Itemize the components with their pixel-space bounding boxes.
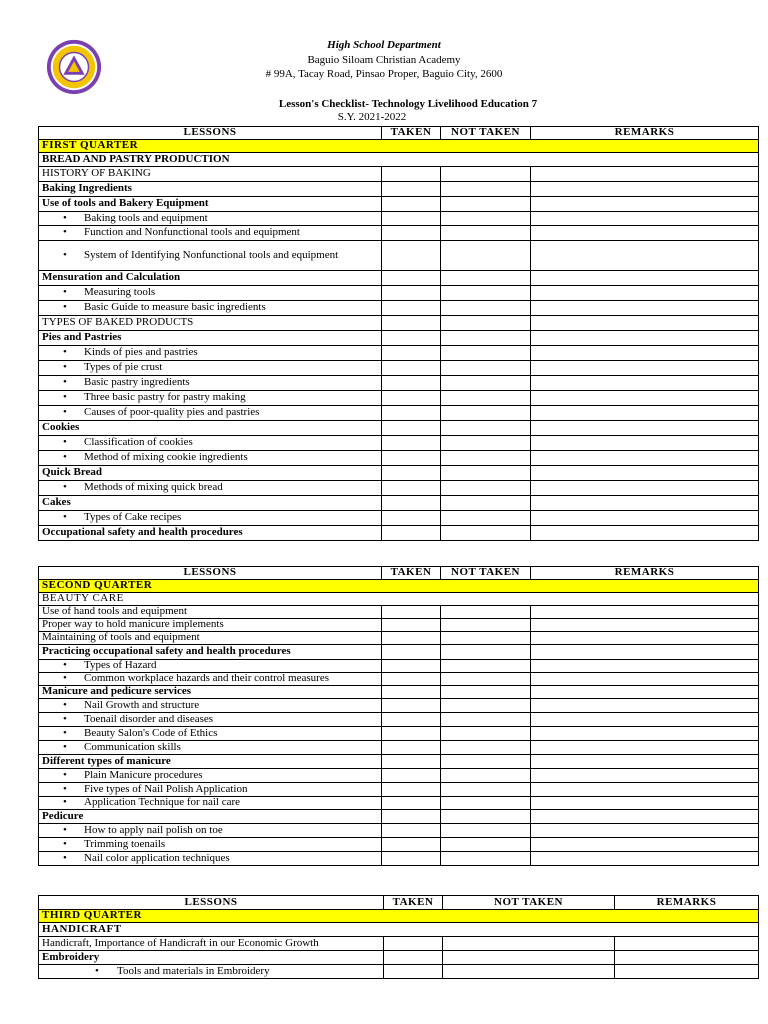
lesson-cell: Handicraft, Importance of Handicraft in our Economic Growth <box>39 937 384 951</box>
table-row <box>39 346 759 361</box>
lesson-cell: Use of tools and Bakery Equipment <box>39 197 382 212</box>
not-taken-cell[interactable] <box>441 197 531 212</box>
table-row <box>39 699 759 713</box>
not-taken-cell[interactable] <box>441 481 531 496</box>
remarks-cell[interactable] <box>531 713 759 727</box>
not-taken-cell[interactable] <box>441 699 531 713</box>
taken-cell[interactable] <box>382 421 441 436</box>
table-row <box>39 797 759 810</box>
not-taken-cell[interactable] <box>441 496 531 511</box>
not-taken-cell[interactable] <box>441 511 531 526</box>
not-taken-cell[interactable] <box>441 783 531 797</box>
remarks-cell[interactable] <box>531 271 759 286</box>
lesson-cell: Pedicure <box>39 810 382 824</box>
taken-cell[interactable] <box>382 182 441 197</box>
bullet-lesson-item: • Types of pie crust <box>39 361 382 376</box>
not-taken-cell[interactable] <box>441 286 531 301</box>
remarks-cell[interactable] <box>531 182 759 197</box>
subject-label: BREAD AND PASTRY PRODUCTION <box>39 153 759 167</box>
remarks-cell[interactable] <box>531 511 759 526</box>
not-taken-cell[interactable] <box>441 645 531 660</box>
table-row <box>39 481 759 496</box>
table-row <box>39 271 759 286</box>
not-taken-cell[interactable] <box>441 673 531 686</box>
not-taken-cell[interactable] <box>441 331 531 346</box>
bullet-lesson-item: • Methods of mixing quick bread <box>39 481 382 496</box>
school-name: Baguio Siloam Christian Academy <box>307 54 461 66</box>
taken-cell[interactable] <box>382 673 441 686</box>
table-row <box>39 619 759 632</box>
bullet-lesson-item: • Types of Hazard <box>39 660 382 673</box>
taken-header: TAKEN <box>382 127 441 140</box>
taken-cell[interactable] <box>382 838 441 852</box>
quarter-label: SECOND QUARTER <box>39 580 759 593</box>
remarks-cell[interactable] <box>531 167 759 182</box>
remarks-cell[interactable] <box>531 755 759 769</box>
taken-cell[interactable] <box>382 286 441 301</box>
not-taken-cell[interactable] <box>441 316 531 331</box>
bullet-lesson-item: • Communication skills <box>39 741 382 755</box>
bullet-lesson-item: • Application Technique for nail care <box>39 797 382 810</box>
table-row <box>39 376 759 391</box>
quarter-label: THIRD QUARTER <box>39 910 759 923</box>
taken-cell[interactable] <box>382 713 441 727</box>
department-title: High School Department <box>327 39 441 51</box>
remarks-cell[interactable] <box>531 645 759 660</box>
taken-cell[interactable] <box>382 212 441 226</box>
not-taken-cell[interactable] <box>441 606 531 619</box>
taken-cell[interactable] <box>382 686 441 699</box>
bullet-lesson-item: • Toenail disorder and diseases <box>39 713 382 727</box>
lesson-cell: Mensuration and Calculation <box>39 271 382 286</box>
table-row <box>39 741 759 755</box>
remarks-cell[interactable] <box>531 481 759 496</box>
subject-label: HANDICRAFT <box>39 923 759 937</box>
bullet-lesson-item: • Nail color application techniques <box>39 852 382 866</box>
not-taken-cell[interactable] <box>441 852 531 866</box>
table-row <box>39 713 759 727</box>
lesson-cell: Different types of manicure <box>39 755 382 769</box>
table-row <box>39 316 759 331</box>
table-row <box>39 361 759 376</box>
lesson-cell: Pies and Pastries <box>39 331 382 346</box>
taken-cell[interactable] <box>384 937 443 951</box>
not-taken-cell[interactable] <box>441 376 531 391</box>
taken-cell[interactable] <box>382 606 441 619</box>
taken-cell[interactable] <box>384 951 443 965</box>
table-row <box>39 727 759 741</box>
table-header-row <box>39 127 759 140</box>
not-taken-cell[interactable] <box>443 951 615 965</box>
not-taken-cell[interactable] <box>441 391 531 406</box>
taken-cell[interactable] <box>382 301 441 316</box>
taken-cell[interactable] <box>382 481 441 496</box>
taken-cell[interactable] <box>382 241 441 271</box>
not-taken-cell[interactable] <box>441 421 531 436</box>
taken-cell[interactable] <box>382 824 441 838</box>
table-row <box>39 511 759 526</box>
lesson-cell: Baking Ingredients <box>39 182 382 197</box>
table-row <box>39 783 759 797</box>
table-row <box>39 451 759 466</box>
lesson-rows <box>39 606 759 866</box>
lesson-cell: Cookies <box>39 421 382 436</box>
taken-cell[interactable] <box>382 645 441 660</box>
lesson-cell: Cakes <box>39 496 382 511</box>
not-taken-cell[interactable] <box>441 769 531 783</box>
bullet-lesson-item: • Common workplace hazards and their control measures <box>39 673 382 686</box>
table-row <box>39 686 759 699</box>
lesson-cell: Embroidery <box>39 951 384 965</box>
not-taken-cell[interactable] <box>441 741 531 755</box>
taken-cell[interactable] <box>382 466 441 481</box>
table-row <box>39 645 759 660</box>
taken-cell[interactable] <box>382 727 441 741</box>
bullet-lesson-item: • Kinds of pies and pastries <box>39 346 382 361</box>
subject-row <box>39 593 759 606</box>
taken-cell[interactable] <box>382 810 441 824</box>
quarter-row <box>39 580 759 593</box>
remarks-cell[interactable] <box>531 619 759 632</box>
remarks-cell[interactable] <box>531 797 759 810</box>
school-year: S.Y. 2021-2022 <box>337 111 407 123</box>
lesson-cell: Quick Bread <box>39 466 382 481</box>
remarks-header: REMARKS <box>531 567 759 580</box>
not-taken-cell[interactable] <box>441 713 531 727</box>
not-taken-cell[interactable] <box>441 406 531 421</box>
bullet-lesson-item: • Three basic pastry for pastry making <box>39 391 382 406</box>
taken-cell[interactable] <box>382 741 441 755</box>
taken-cell[interactable] <box>382 526 441 541</box>
not-taken-cell[interactable] <box>441 436 531 451</box>
not-taken-cell[interactable] <box>441 619 531 632</box>
lesson-cell: Proper way to hold manicure implements <box>39 619 382 632</box>
table-row <box>39 632 759 645</box>
taken-cell[interactable] <box>382 391 441 406</box>
not-taken-cell[interactable] <box>441 824 531 838</box>
remarks-cell[interactable] <box>531 241 759 271</box>
table-row <box>39 406 759 421</box>
taken-cell[interactable] <box>382 496 441 511</box>
remarks-cell[interactable] <box>615 965 759 979</box>
remarks-cell[interactable] <box>531 346 759 361</box>
table-row <box>39 226 759 241</box>
table-row <box>39 824 759 838</box>
taken-cell[interactable] <box>382 361 441 376</box>
taken-cell[interactable] <box>382 316 441 331</box>
remarks-cell[interactable] <box>531 526 759 541</box>
school-address: # 99A, Tacay Road, Pinsao Proper, Baguio City, 2600 <box>265 68 503 80</box>
lesson-cell: Maintaining of tools and equipment <box>39 632 382 645</box>
not-taken-cell[interactable] <box>441 797 531 810</box>
remarks-cell[interactable] <box>531 421 759 436</box>
taken-header: TAKEN <box>384 896 443 910</box>
remarks-cell[interactable] <box>531 451 759 466</box>
taken-cell[interactable] <box>382 451 441 466</box>
table-row <box>39 937 759 951</box>
not-taken-cell[interactable] <box>441 755 531 769</box>
remarks-cell[interactable] <box>531 466 759 481</box>
table-row <box>39 526 759 541</box>
table-row <box>39 167 759 182</box>
remarks-cell[interactable] <box>531 686 759 699</box>
taken-cell[interactable] <box>382 660 441 673</box>
table-row <box>39 769 759 783</box>
table-row <box>39 301 759 316</box>
not-taken-cell[interactable] <box>441 346 531 361</box>
taken-cell[interactable] <box>382 346 441 361</box>
quarter-row <box>39 140 759 153</box>
remarks-cell[interactable] <box>531 197 759 212</box>
remarks-cell[interactable] <box>531 824 759 838</box>
taken-cell[interactable] <box>382 167 441 182</box>
lessons-header: LESSONS <box>39 567 382 580</box>
lesson-cell: Manicure and pedicure services <box>39 686 382 699</box>
second-quarter-table <box>38 566 759 866</box>
bullet-lesson-item: • Beauty Salon's Code of Ethics <box>39 727 382 741</box>
not-taken-cell[interactable] <box>441 271 531 286</box>
table-row <box>39 810 759 824</box>
remarks-cell[interactable] <box>531 301 759 316</box>
not-taken-cell[interactable] <box>441 361 531 376</box>
lesson-cell: TYPES OF BAKED PRODUCTS <box>39 316 382 331</box>
table-row <box>39 436 759 451</box>
bullet-lesson-item: • Tools and materials in Embroidery <box>39 965 384 979</box>
taken-cell[interactable] <box>382 619 441 632</box>
not-taken-cell[interactable] <box>443 937 615 951</box>
remarks-cell[interactable] <box>531 436 759 451</box>
table-row <box>39 391 759 406</box>
remarks-cell[interactable] <box>531 660 759 673</box>
not-taken-cell[interactable] <box>441 212 531 226</box>
bullet-lesson-item: • How to apply nail polish on toe <box>39 824 382 838</box>
table-row <box>39 212 759 226</box>
taken-cell[interactable] <box>382 783 441 797</box>
remarks-cell[interactable] <box>531 361 759 376</box>
remarks-cell[interactable] <box>615 937 759 951</box>
taken-cell[interactable] <box>384 965 443 979</box>
not-taken-cell[interactable] <box>441 301 531 316</box>
not-taken-cell[interactable] <box>441 686 531 699</box>
table-row <box>39 838 759 852</box>
not-taken-cell[interactable] <box>441 838 531 852</box>
not-taken-cell[interactable] <box>441 451 531 466</box>
lesson-cell: Practicing occupational safety and health procedures <box>39 645 382 660</box>
taken-cell[interactable] <box>382 376 441 391</box>
subject-row <box>39 153 759 167</box>
remarks-cell[interactable] <box>531 316 759 331</box>
bullet-lesson-item: • Method of mixing cookie ingredients <box>39 451 382 466</box>
taken-cell[interactable] <box>382 699 441 713</box>
remarks-cell[interactable] <box>531 606 759 619</box>
subject-label: BEAUTY CARE <box>39 593 759 606</box>
not-taken-cell[interactable] <box>441 632 531 645</box>
bullet-lesson-item: • Types of Cake recipes <box>39 511 382 526</box>
remarks-cell[interactable] <box>531 632 759 645</box>
table-row <box>39 496 759 511</box>
not-taken-cell[interactable] <box>441 466 531 481</box>
taken-cell[interactable] <box>382 755 441 769</box>
remarks-cell[interactable] <box>531 769 759 783</box>
table-row <box>39 673 759 686</box>
bullet-lesson-item: • System of Identifying Nonfunctional tools and equipment <box>39 241 382 271</box>
bullet-lesson-item: • Basic Guide to measure basic ingredients <box>39 301 382 316</box>
table-row <box>39 755 759 769</box>
not-taken-cell[interactable] <box>441 526 531 541</box>
checklist-title: Lesson's Checklist- Technology Livelihood Education 7 <box>278 98 538 110</box>
not-taken-header: NOT TAKEN <box>443 896 615 910</box>
table-row <box>39 660 759 673</box>
lesson-cell: Occupational safety and health procedures <box>39 526 382 541</box>
remarks-cell[interactable] <box>531 810 759 824</box>
taken-cell[interactable] <box>382 331 441 346</box>
remarks-cell[interactable] <box>531 741 759 755</box>
not-taken-cell[interactable] <box>441 241 531 271</box>
bullet-lesson-item: • Basic pastry ingredients <box>39 376 382 391</box>
table-row <box>39 606 759 619</box>
taken-cell[interactable] <box>382 197 441 212</box>
taken-cell[interactable] <box>382 852 441 866</box>
lesson-cell: HISTORY OF BAKING <box>39 167 382 182</box>
bullet-lesson-item: • Baking tools and equipment <box>39 212 382 226</box>
quarter-row <box>39 910 759 923</box>
remarks-cell[interactable] <box>531 406 759 421</box>
remarks-cell[interactable] <box>531 838 759 852</box>
not-taken-header: NOT TAKEN <box>441 567 531 580</box>
remarks-cell[interactable] <box>531 783 759 797</box>
remarks-cell[interactable] <box>531 699 759 713</box>
third-quarter-table <box>38 895 759 979</box>
lesson-rows <box>39 937 759 979</box>
remarks-cell[interactable] <box>531 286 759 301</box>
document-header <box>0 0 768 128</box>
taken-cell[interactable] <box>382 226 441 241</box>
remarks-cell[interactable] <box>531 852 759 866</box>
bullet-lesson-item: • Causes of poor-quality pies and pastries <box>39 406 382 421</box>
table-row <box>39 965 759 979</box>
taken-cell[interactable] <box>382 769 441 783</box>
not-taken-cell[interactable] <box>441 727 531 741</box>
remarks-cell[interactable] <box>531 226 759 241</box>
table-row <box>39 852 759 866</box>
lesson-cell: Use of hand tools and equipment <box>39 606 382 619</box>
taken-cell[interactable] <box>382 406 441 421</box>
not-taken-cell[interactable] <box>441 182 531 197</box>
remarks-cell[interactable] <box>531 212 759 226</box>
remarks-cell[interactable] <box>531 673 759 686</box>
table-header-row <box>39 567 759 580</box>
table-header-row <box>39 896 759 910</box>
table-row <box>39 951 759 965</box>
bullet-lesson-item: • Function and Nonfunctional tools and equipment <box>39 226 382 241</box>
bullet-lesson-item: • Measuring tools <box>39 286 382 301</box>
taken-cell[interactable] <box>382 436 441 451</box>
table-row <box>39 197 759 212</box>
remarks-cell[interactable] <box>531 496 759 511</box>
taken-header: TAKEN <box>382 567 441 580</box>
not-taken-cell[interactable] <box>441 167 531 182</box>
not-taken-header: NOT TAKEN <box>441 127 531 140</box>
remarks-header: REMARKS <box>531 127 759 140</box>
remarks-cell[interactable] <box>615 951 759 965</box>
not-taken-cell[interactable] <box>441 226 531 241</box>
table-row <box>39 331 759 346</box>
subject-row <box>39 923 759 937</box>
remarks-cell[interactable] <box>531 376 759 391</box>
not-taken-cell[interactable] <box>443 965 615 979</box>
taken-cell[interactable] <box>382 632 441 645</box>
taken-cell[interactable] <box>382 271 441 286</box>
not-taken-cell[interactable] <box>441 660 531 673</box>
quarter-label: FIRST QUARTER <box>39 140 759 153</box>
not-taken-cell[interactable] <box>441 810 531 824</box>
first-quarter-table <box>38 126 759 541</box>
bullet-lesson-item: • Classification of cookies <box>39 436 382 451</box>
remarks-cell[interactable] <box>531 391 759 406</box>
taken-cell[interactable] <box>382 797 441 810</box>
remarks-header: REMARKS <box>615 896 759 910</box>
remarks-cell[interactable] <box>531 331 759 346</box>
table-row <box>39 182 759 197</box>
table-row <box>39 421 759 436</box>
lessons-header: LESSONS <box>39 896 384 910</box>
bullet-lesson-item: • Trimming toenails <box>39 838 382 852</box>
taken-cell[interactable] <box>382 511 441 526</box>
table-row <box>39 286 759 301</box>
table-row <box>39 241 759 271</box>
lessons-header: LESSONS <box>39 127 382 140</box>
table-row <box>39 466 759 481</box>
remarks-cell[interactable] <box>531 727 759 741</box>
bullet-lesson-item: • Five types of Nail Polish Application <box>39 783 382 797</box>
bullet-lesson-item: • Plain Manicure procedures <box>39 769 382 783</box>
bullet-lesson-item: • Nail Growth and structure <box>39 699 382 713</box>
lesson-rows <box>39 167 759 541</box>
